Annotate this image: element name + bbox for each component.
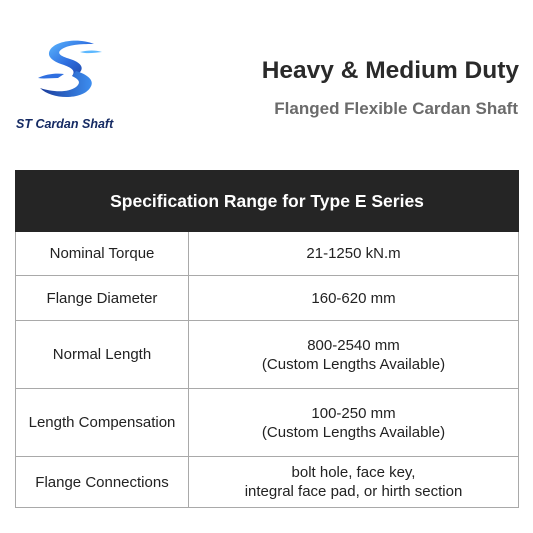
row-label: Flange Diameter [16,276,189,321]
spec-table [15,170,519,508]
table-row [16,457,519,508]
page-title: Heavy & Medium Duty [261,57,519,84]
row-value-line: bolt hole, face key, [291,464,416,481]
row-label: Nominal Torque [16,232,189,276]
table-row [16,321,519,389]
row-value-line: 800-2540 mm [307,336,400,354]
table-row [16,389,519,457]
brand-logo [10,38,128,134]
row-value-line: (Custom Lengths Available) [261,423,446,441]
table-row [16,276,519,321]
row-value-line: 100-250 mm [311,404,396,422]
swoosh-s-logo-icon [32,38,106,108]
row-value [189,276,519,321]
row-value-line: integral face pad, or hirth section [244,483,463,500]
row-value-line: (Custom Lengths Available) [261,355,446,373]
row-value [189,389,519,457]
row-value [189,321,519,389]
row-label: Normal Length [16,321,189,389]
row-value-line: 160-620 mm [311,289,396,307]
brand-name: ST Cardan Shaft [16,117,114,131]
row-value [189,232,519,276]
row-label: Length Compensation [16,389,189,457]
row-value [189,457,519,508]
page-subtitle: Flanged Flexible Cardan Shaft [274,99,518,118]
table-heading: Specification Range for Type E Series [16,171,519,232]
row-value-line: 21-1250 kN.m [306,245,401,262]
row-label: Flange Connections [16,457,189,508]
table-row [16,232,519,276]
